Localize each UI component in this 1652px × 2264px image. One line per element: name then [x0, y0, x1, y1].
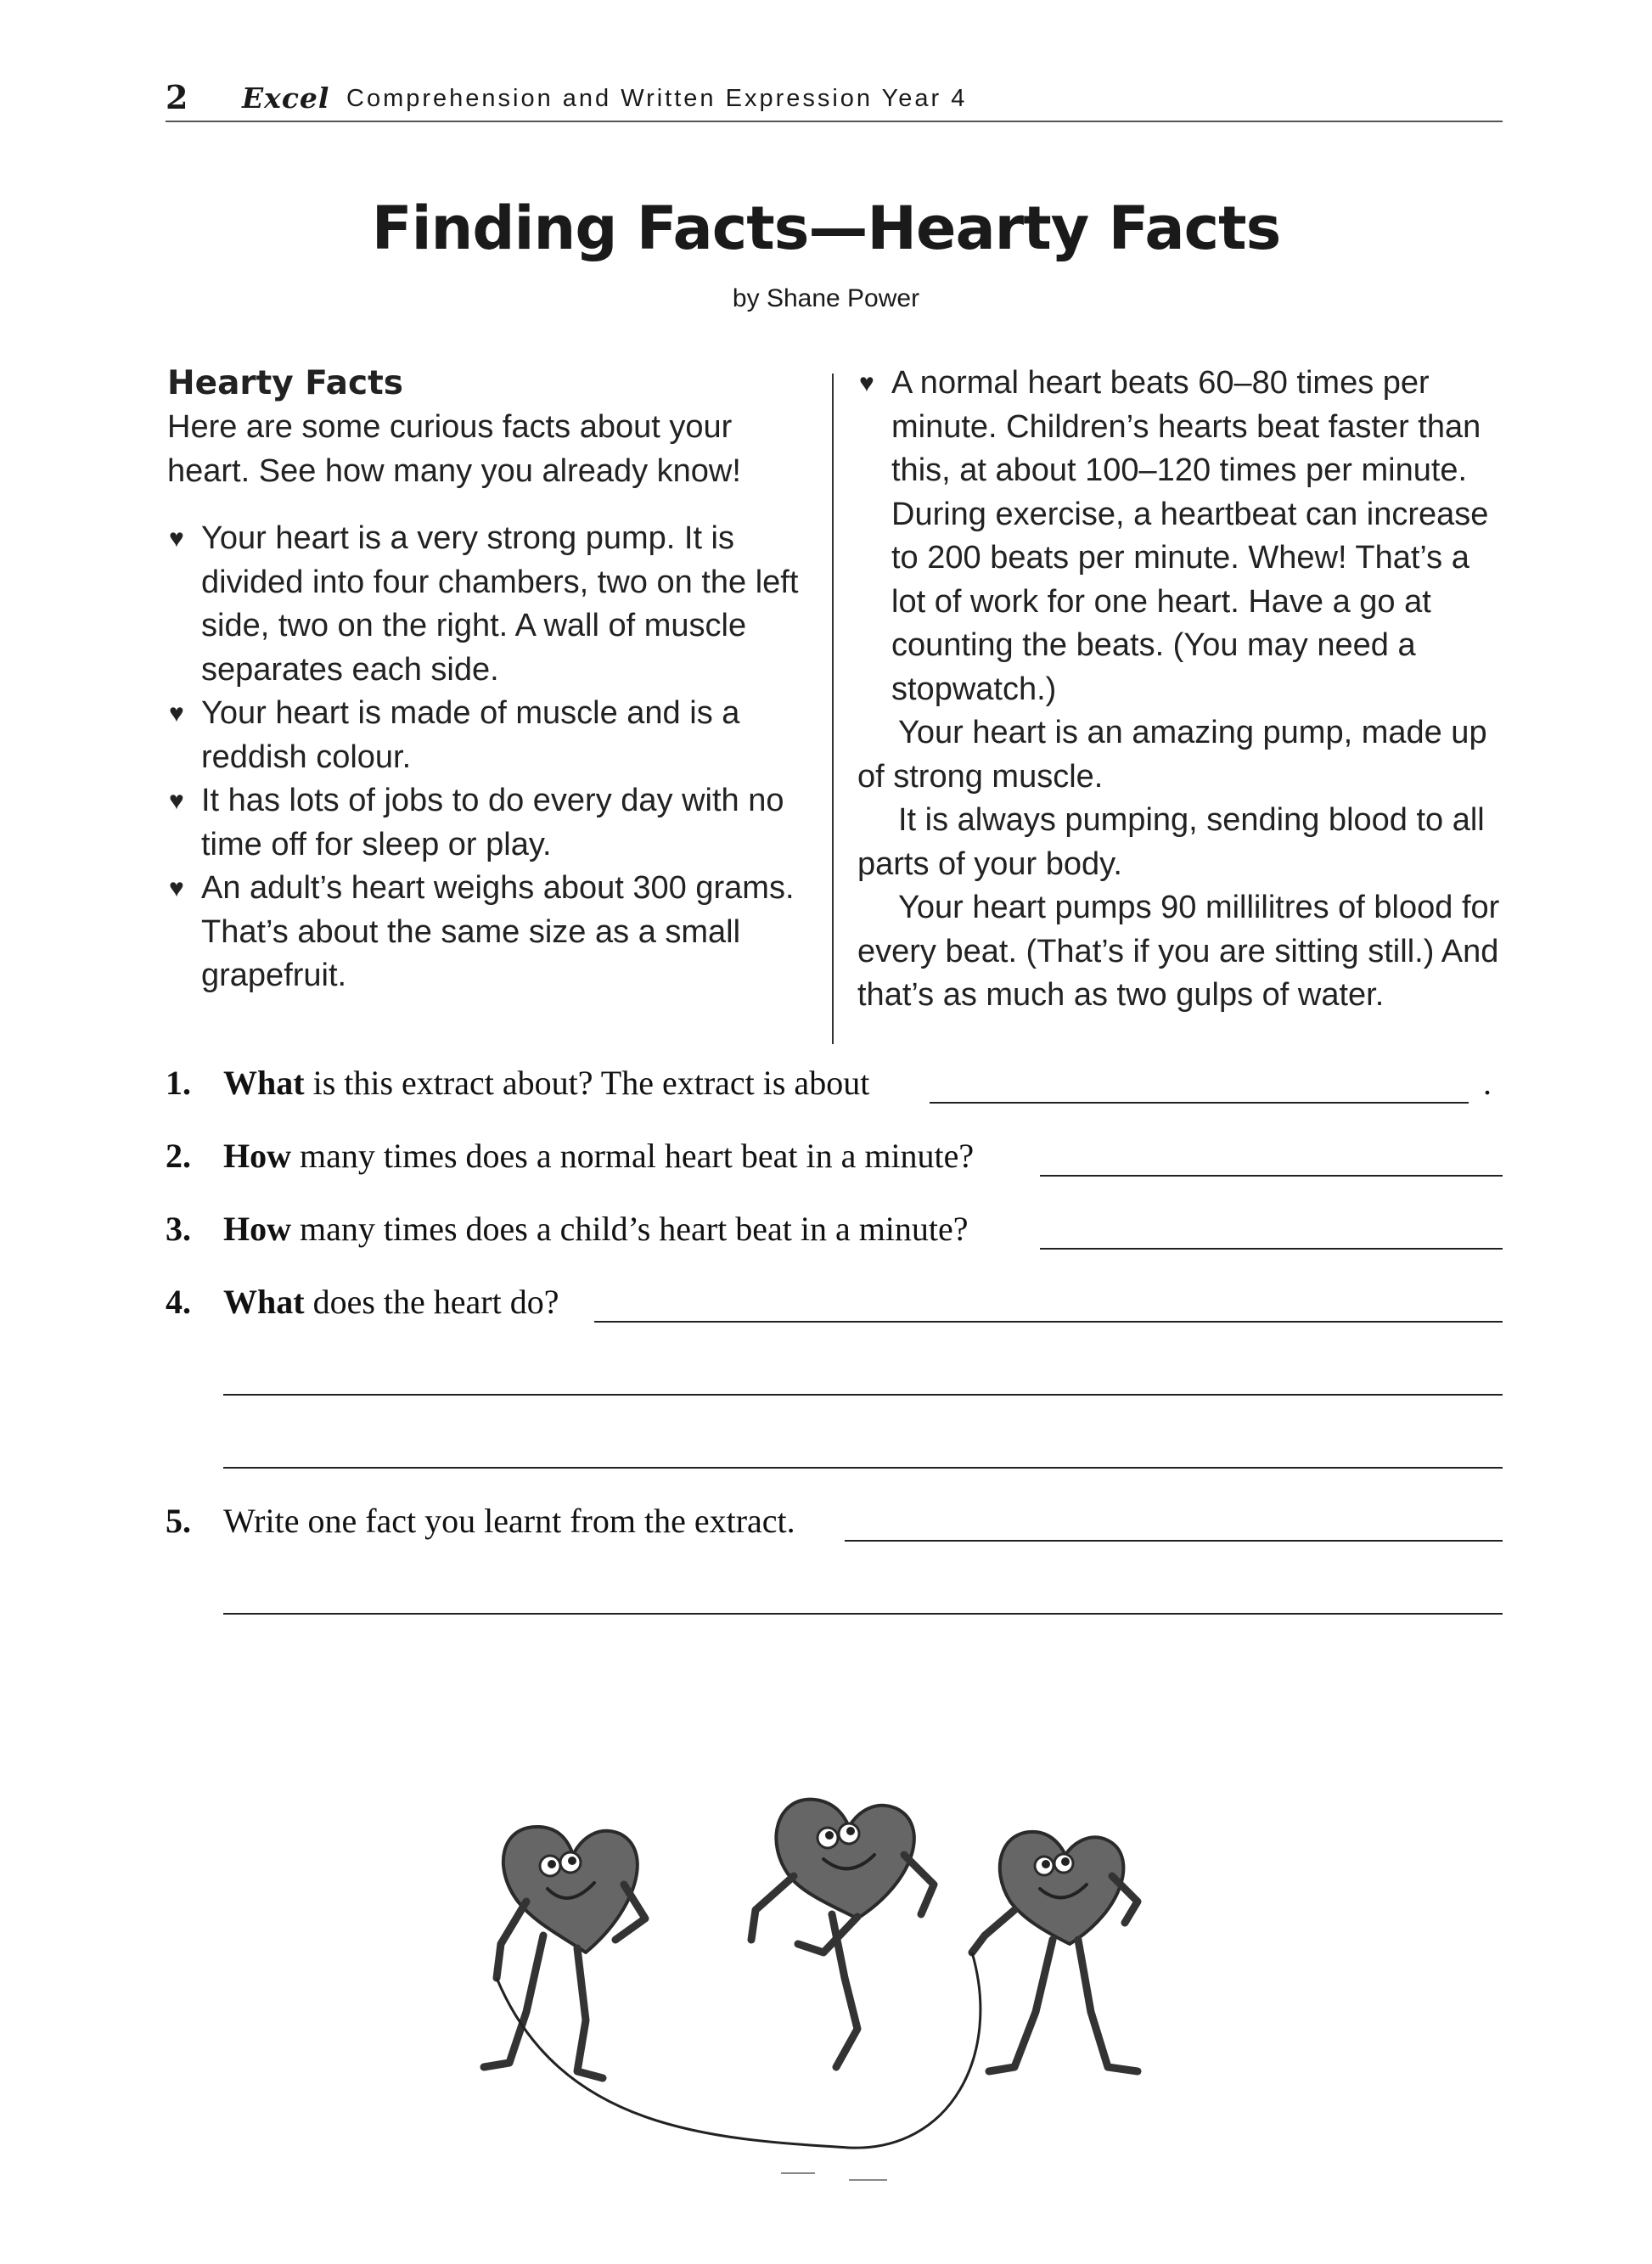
question-keyword: What [223, 1064, 305, 1102]
question-keyword: How [223, 1210, 291, 1248]
column-divider [832, 374, 834, 1044]
running-header [166, 76, 1503, 121]
heart-icon: ♥ [169, 874, 184, 902]
left-column [167, 362, 812, 998]
skipping-hearts-illustration [458, 1774, 1205, 2199]
body-paragraph: Your heart is an amazing pump, made up of strong muscle. [857, 715, 1487, 795]
question-2 [166, 1136, 1503, 1187]
heart-character-left [503, 1827, 638, 1952]
answer-line[interactable] [1040, 1175, 1503, 1177]
question-rest: Write one fact you learnt from the extract. [223, 1502, 795, 1540]
question-rest: is this extract about? The extract is about [304, 1064, 870, 1102]
fact-text: It has lots of jobs to do every day with no time off for sleep or play. [201, 783, 784, 862]
fact-text: A normal heart beats 60–80 times per minute. Children’s hearts beat faster than this, at about 100–120 times per minute. During exercise, a heartbeat can increase to 200 beats per minute. Whew! That’s a lot of work for one heart. Have a go at counting the beats. (You may need a stopwatch.) [891, 365, 1489, 707]
heart-icon: ♥ [169, 787, 184, 815]
fact-bullet [167, 692, 812, 779]
fact-text: Your heart is made of muscle and is a reddish colour. [201, 695, 740, 775]
question-1 [166, 1063, 1503, 1114]
fact-bullet [167, 779, 812, 867]
question-keyword: How [223, 1137, 291, 1175]
right-column [857, 362, 1503, 1018]
header-rule [166, 121, 1503, 122]
heart-icon: ♥ [859, 369, 874, 397]
byline: by Shane Power [732, 284, 920, 312]
heart-icon: ♥ [169, 699, 184, 728]
body-paragraph: It is always pumping, sending blood to all parts of your body. [857, 802, 1485, 882]
question-text [223, 1209, 969, 1249]
fact-bullet [167, 517, 812, 692]
heart-character-right [1000, 1832, 1124, 1944]
question-text [223, 1136, 974, 1176]
skipping-rope [497, 1952, 981, 2148]
fact-bullet [857, 362, 1503, 711]
fact-bullet [167, 867, 812, 998]
question-5 [166, 1501, 1503, 1552]
body-paragraph: Your heart pumps 90 millilitres of blood for every beat. (That’s if you are sitting still.) And that’s as much as two gulps of water. [857, 890, 1500, 1013]
answer-line[interactable] [223, 1467, 1503, 1469]
intro-text: Here are some curious facts about your heart. See how many you already know! [167, 409, 741, 489]
answer-line[interactable] [223, 1613, 1503, 1615]
question-end-period: . [1483, 1064, 1492, 1102]
answer-line[interactable] [1040, 1248, 1503, 1250]
answer-line[interactable] [594, 1321, 1503, 1323]
heart-icon: ♥ [169, 525, 184, 553]
question-text [223, 1282, 559, 1322]
question-keyword: What [223, 1283, 305, 1321]
question-number: 2. [166, 1137, 191, 1175]
page-number: 2 [166, 78, 188, 116]
question-number: 1. [166, 1064, 191, 1102]
answer-line[interactable] [930, 1102, 1469, 1104]
question-rest: many times does a normal heart beat in a minute? [291, 1137, 975, 1175]
question-3 [166, 1209, 1503, 1260]
question-rest: does the heart do? [304, 1283, 559, 1321]
question-number: 3. [166, 1210, 191, 1248]
question-text [223, 1063, 869, 1103]
question-text [223, 1501, 795, 1541]
fact-text: An adult’s heart weighs about 300 grams. That’s about the same size as a small grapefruit. [201, 870, 795, 993]
answer-line[interactable] [845, 1540, 1503, 1542]
fact-text: Your heart is a very strong pump. It is divided into four chambers, two on the left side, two on the right. A wall of muscle separates each side. [201, 520, 799, 688]
heart-character-middle [776, 1800, 913, 1919]
question-rest: many times does a child’s heart beat in a minute? [291, 1210, 969, 1248]
question-4 [166, 1282, 1503, 1333]
answer-line[interactable] [223, 1394, 1503, 1396]
question-number: 4. [166, 1283, 191, 1321]
brand-name: Excel [242, 81, 330, 115]
question-number: 5. [166, 1502, 191, 1540]
section-heading: Hearty Facts [167, 364, 403, 402]
book-title: Comprehension and Written Expression Year 4 [346, 85, 968, 112]
page-title: Finding Facts—Hearty Facts [371, 194, 1281, 263]
